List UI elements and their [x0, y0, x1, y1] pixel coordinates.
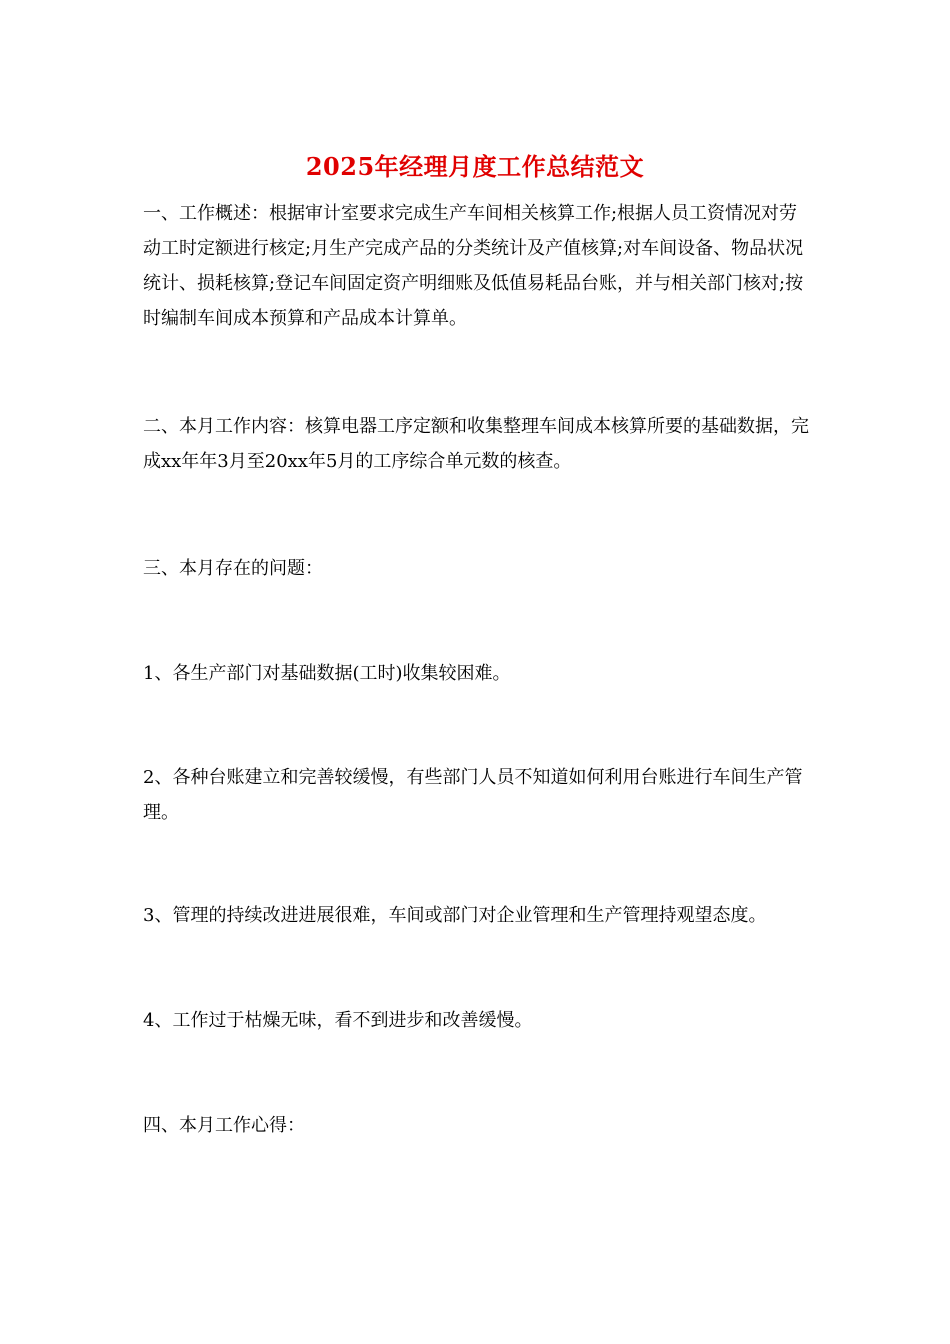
paragraph-problem-3: 3、管理的持续改进进展很难，车间或部门对企业管理和生产管理持观望态度。	[143, 905, 767, 926]
paragraph-work-overview: 一、工作概述：根据审计室要求完成生产车间相关核算工作;根据人员工资情况对劳动工时定额进行核定;月生产完成产品的分类统计及产值核算;对车间设备、物品状况统计、损耗核算;登记车间固定资产明细账及低值易耗品台账，并与相关部门核对;按时编制车间成本预算和产品成本计算单。	[143, 203, 804, 329]
document-title: 2025年经理月度工作总结范文	[305, 152, 645, 181]
paragraph-insights-heading: 四、本月工作心得：	[143, 1115, 305, 1136]
paragraph-problem-4: 4、工作过于枯燥无味，看不到进步和改善缓慢。	[143, 1010, 533, 1031]
paragraph-work-content: 二、本月工作内容：核算电器工序定额和收集整理车间成本核算所要的基础数据，完成xx年年3月至20xx年5月的工序综合单元数的核查。	[143, 416, 809, 472]
paragraph-problem-2: 2、各种台账建立和完善较缓慢，有些部门人员不知道如何利用台账进行车间生产管理。	[143, 767, 803, 823]
paragraph-problems-heading: 三、本月存在的问题：	[143, 558, 323, 579]
paragraph-problem-1: 1、各生产部门对基础数据(工时)收集较困难。	[143, 663, 511, 684]
